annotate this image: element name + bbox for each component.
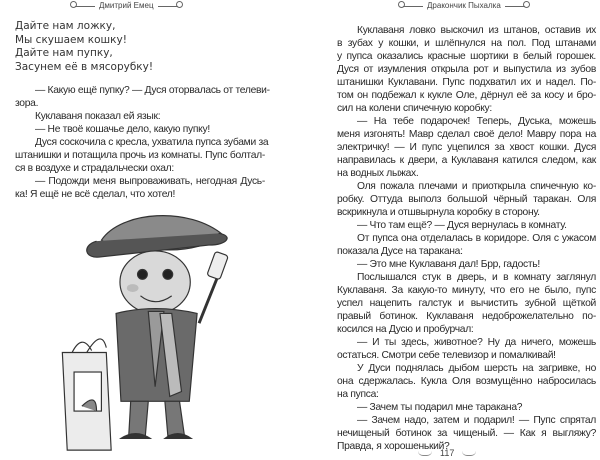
text-line: штанишки Куклавани. Пупс подхватил их и надел. По- (337, 77, 596, 88)
text-line: она сдержалась. Кукла Оля возмущённо набросилась (337, 376, 596, 387)
running-head-title: Дракончик Пыхалка (427, 1, 501, 10)
text-line: штанишки и потащила прочь из комнаты. Пупс болтал- (15, 150, 265, 161)
ornament-icon (505, 0, 525, 7)
right-page (300, 0, 600, 460)
ornament-icon (75, 0, 95, 7)
text-line: Оля пожала плечами и приоткрыла спичечную ко- (357, 181, 596, 192)
text-line: От пупса она отделалась в коридоре. Оля с ужасом (357, 233, 596, 244)
text-line: Послышался стук в дверь, и в комнату заглянул (357, 272, 596, 283)
text-line: Куклаваня показал ей язык: (35, 111, 161, 122)
text-line: Дуся от изумления открыла рот и выпустила из зубов (337, 64, 596, 75)
text-line: ка! Я ещё не всё сделал, что хотел! (15, 189, 176, 200)
poem-line: Мы скушаем кошку! (15, 33, 127, 46)
text-line: меня изгонять! Мавр сделал своё дело! Мавру пора на (337, 129, 596, 140)
swirl-ornament-icon (418, 451, 432, 456)
text-line: у пупса оказались красные шортики в белый горошек. (337, 51, 596, 62)
text-line: — И ты здесь, животное? Ну да ничего, можешь (357, 337, 596, 348)
text-line: — Не твоё кошачье дело, какую пупку! (35, 124, 210, 135)
text-line: показала Дусе на таракана: (337, 246, 463, 257)
swirl-ornament-icon (462, 451, 476, 456)
text-line: робку. Оттуда выполз большой чёрный таракан. Оля (337, 194, 596, 205)
doll-illustration (60, 206, 260, 456)
text-line: ся в воздухе и страдальчески охал: (15, 163, 174, 174)
text-line: У Дуси поднялась дыбом шерсть на загривке, но (357, 363, 596, 374)
poem-line: Дайте нам ложку, (15, 20, 116, 32)
text-line: электричку! — И пупс уцепился за хвост кошки. Дуся (337, 142, 596, 153)
left-body-text (15, 84, 270, 201)
text-line: Куклаваня. За какую-то минуту, что его не было, пупс (337, 285, 596, 296)
poem (15, 20, 153, 74)
text-line: Дуся соскочила с кресла, ухватила пупса зубами за (35, 137, 269, 148)
ornament-icon (403, 0, 423, 7)
text-line: — Подожди меня выпроваживать, негодная Дусь- (35, 176, 265, 187)
text-line: — Это мне Куклаваня дал! Брр, гадость! (357, 259, 540, 270)
running-head-author: Дмитрий Емец (99, 1, 154, 10)
text-line: — Что там ещё? — Дуся вернулась в комнату. (357, 220, 567, 231)
text-line: сил на колени спичечную коробку: (337, 103, 492, 114)
ornament-icon (158, 0, 178, 7)
poem-line: Дайте нам пупку, (15, 47, 113, 59)
text-line: — Зачем надо, затем и подарил! — Пупс спрятал (357, 415, 596, 426)
page-number: 117 (440, 448, 455, 458)
page-number-footer (418, 448, 476, 458)
text-line: на пупса: (337, 389, 379, 400)
text-line: Куклаваня ловко выскочил из штанов, оставив их (357, 25, 596, 36)
poem-line: Засунем её в мясорубку! (15, 60, 154, 73)
running-head-right (403, 1, 525, 11)
text-line: правый ботинок. Куклаваня недоброжелательно по- (337, 311, 596, 322)
right-body-text (337, 24, 596, 453)
text-line: на водных лыжах. (337, 168, 419, 179)
text-line: — Какую ещё пупку? — Дуся оторвалась от телеви- (35, 85, 270, 96)
text-line: остаться. Смотри себе телевизор и помалкивай! (337, 350, 556, 361)
text-line: в зубах у кошки, и шлёпнулся на пол. Под штанами (337, 38, 596, 49)
running-head-left (75, 1, 178, 11)
text-line: Правда, я хорошенький? (337, 441, 450, 452)
text-line: — Зачем ты подарил мне таракана? (357, 402, 523, 413)
text-line: зора. (15, 98, 39, 109)
text-line: вскрикнула и отшвырнула коробку в сторону. (337, 207, 540, 218)
text-line: — На тебе подарочек! Теперь, Дуська, можешь (357, 116, 596, 127)
text-line: том он подбежал к кукле Оле, дёрнул её за косу и бро- (337, 90, 596, 101)
text-line: направилась к двери, а Куклаваня катился следом, как (337, 155, 596, 166)
text-line: успел нацепить галстук и вычистить зубной щёткой (337, 298, 596, 309)
text-line: косился на Дусю и пробурчал: (337, 324, 474, 335)
text-line: нечищеный ботинок за чищеный. — Как я выгляжу? (337, 428, 596, 439)
